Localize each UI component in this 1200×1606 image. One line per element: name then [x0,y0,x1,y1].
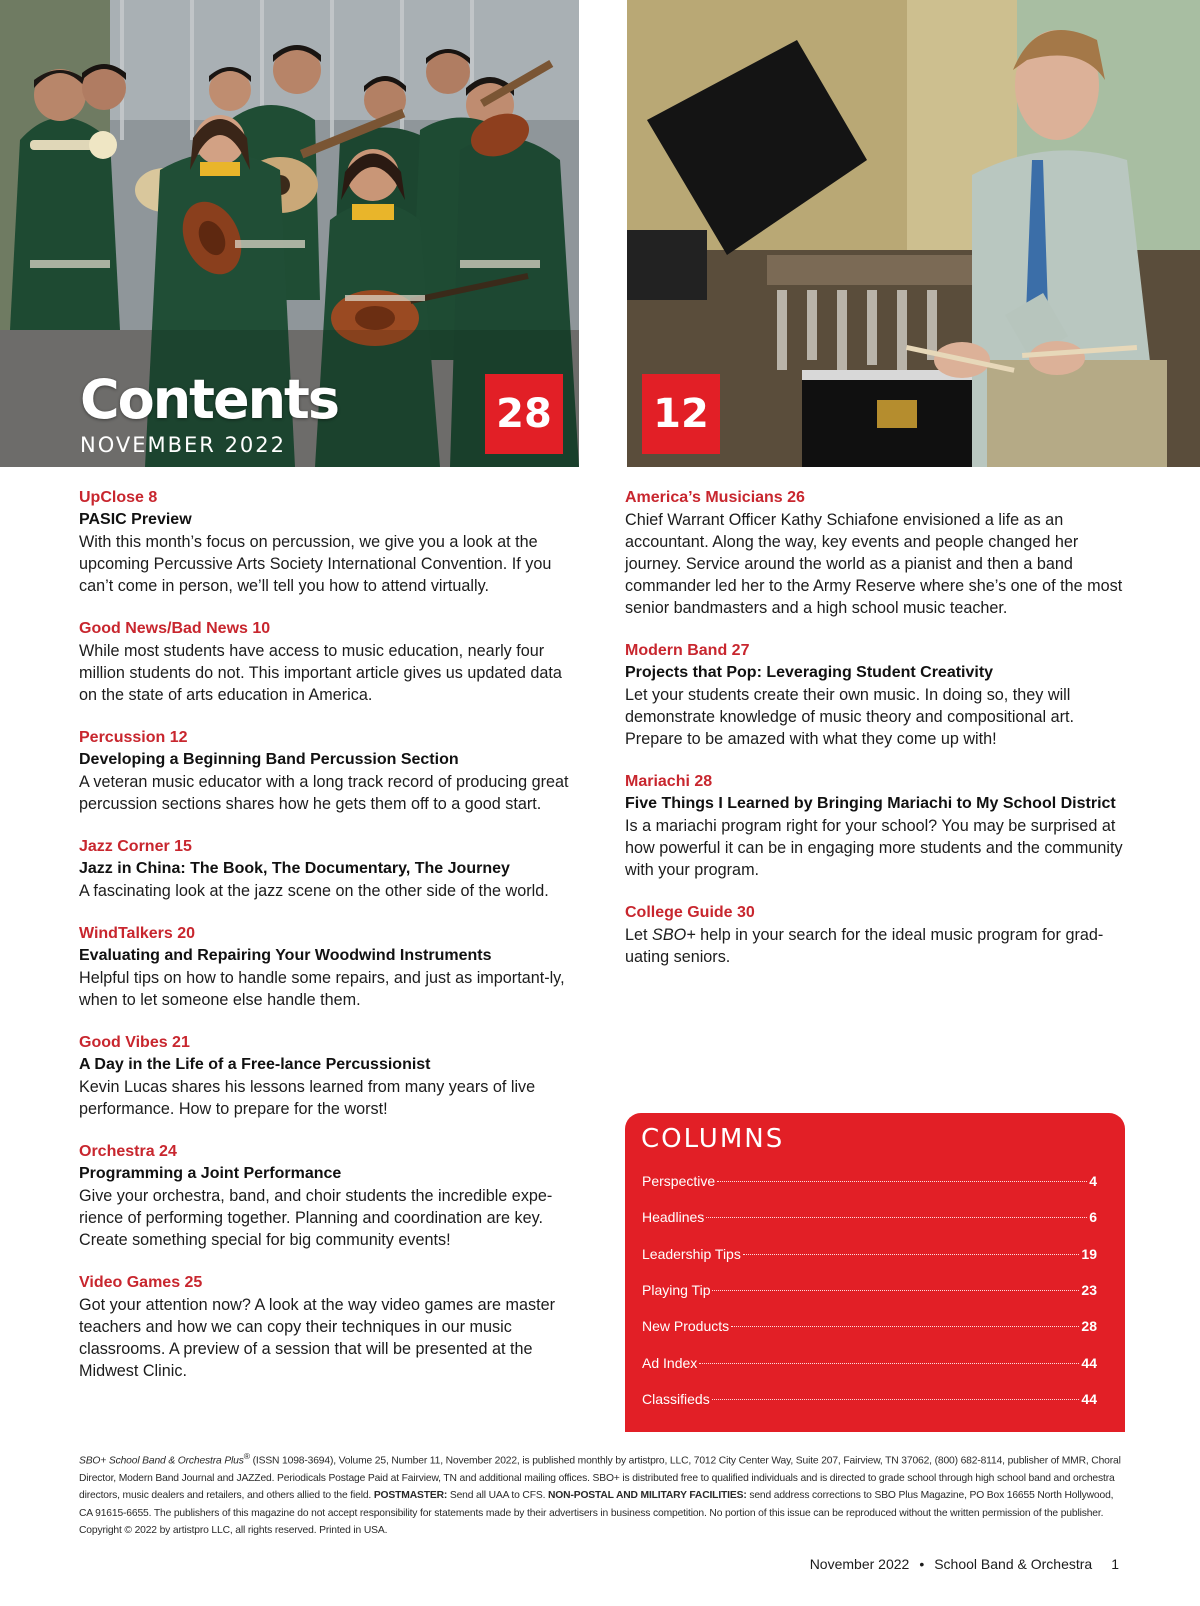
toc-entry[interactable] [79,836,579,902]
dot-leader [706,1217,1087,1218]
column-item-page: 23 [1081,1281,1097,1298]
column-item-label: Classifieds [642,1390,710,1407]
issue-date: NOVEMBER 2022 [80,433,287,457]
page-footer [805,1556,1124,1572]
column-item-label: Perspective [642,1173,716,1189]
toc-entry-heading: America’s Musicians 26 [625,489,805,506]
toc-entry-description: Got your attention now? A look at the way video games are master teachers and how we can copy their techniques in our music classrooms. A preview of a session that will be presented at the Midwest Clinic. [79,1296,555,1380]
toc-entry-description: A veteran music educator with a long track record of producing great percussion sections shares how he gets them off to a good start. [79,773,569,813]
columns-panel [625,1113,1125,1432]
toc-entry-heading: Good Vibes 21 [79,1034,190,1051]
footer-bullet: • [919,1556,925,1572]
column-item-page: 28 [1081,1318,1097,1335]
toc-entry-heading: College Guide 30 [625,904,755,921]
column-item-page: 19 [1081,1245,1097,1262]
dot-leader [743,1254,1080,1255]
dot-leader [699,1363,1079,1364]
publication-imprint [79,1448,1124,1540]
toc-entry-title: Evaluating and Repairing Your Woodwind Instruments [79,947,492,964]
imprint-text-3: send address corrections to SBO Plus Magazine, PO Box 16655 North Hollywood, CA 91615-6655. The publishers of this magazine do not accept responsibility for statements made by their advertisers in business competition. No portion of this issue can be reproduced without the written permission of the publisher. Copyright © 2022 by artistpro LLC, all rights reserved. Printed in USA. [79,1490,1114,1537]
page-number-badge-left: 28 [485,374,563,454]
college-guide-brand: SBO+ [652,926,696,944]
college-guide-text-prefix: Let [625,926,653,944]
column-item[interactable] [642,1355,1097,1375]
dot-leader [712,1399,1080,1400]
toc-entry[interactable] [79,923,579,1011]
imprint-text-1: (ISSN 1098-3694), Volume 25, Number 11, November 2022, is published monthly by artistpro, LLC, 7012 City Center Way, Suite 207, Fairview, TN 37062, (800) 682-8114, publisher of MMR, Choral Director, Modern Band Journal and JAZZed. Periodicals Postage Paid at Fairview, TN and additional mailing offices. SBO+ is distributed free to qualified individuals and is directed to grade school through high school band and orchestra directors, music dealers and retailers, and others allied to the field. [79,1455,1121,1502]
column-item-page: 4 [1089,1173,1097,1189]
toc-entry-heading: WindTalkers 20 [79,925,196,942]
toc-entry-description: Chief Warrant Officer Kathy Schiafone envisioned a life as an accountant. Along the way, key events and people changed her journey. Service around the world as a pianist and then a band commander led her to the Army Reserve where she’s one of the most senior bandmasters and a high school music teacher. [625,511,1123,617]
toc-entry-heading: Mariachi 28 [625,773,713,790]
toc-entry[interactable] [79,1272,579,1382]
toc-entry-description: Kevin Lucas shares his lessons learned from many years of live performance. How to prepare for the worst! [79,1078,536,1118]
column-item[interactable] [642,1318,1097,1338]
contents-right-column [625,487,1130,989]
imprint-military-label: NON-POSTAL AND MILITARY FACILITIES: [548,1490,747,1502]
right-entry-list [625,487,1130,881]
toc-entry-heading: Jazz Corner 15 [79,838,192,855]
toc-entry-description: Helpful tips on how to handle some repairs, and just as important-ly, when to let someone else handle them. [79,969,565,1009]
toc-entry-title: Five Things I Learned by Bringing Mariachi to My School District [625,795,1116,812]
toc-entry-heading: Percussion 12 [79,729,188,746]
column-item-page: 44 [1081,1354,1097,1371]
toc-entry-title: Projects that Pop: Leveraging Student Creativity [625,664,994,681]
toc-entry-title: PASIC Preview [79,511,192,528]
toc-entry-description: A fascinating look at the jazz scene on the other side of the world. [79,882,549,900]
toc-entry-description: Let your students create their own music. In doing so, they will demonstrate knowledge of music theory and compositional art. Prepare to be amazed with what they come up with! [625,686,1074,748]
footer-page-number: 1 [1111,1556,1119,1572]
toc-entry-heading: UpClose 8 [79,489,158,506]
column-item-label: Playing Tip [642,1281,711,1298]
toc-entry[interactable] [79,1141,579,1251]
toc-entry-title: Programming a Joint Performance [79,1165,342,1182]
imprint-text-2: Send all UAA to CFS. [447,1490,549,1502]
toc-entry-description: With this month’s focus on percussion, we give you a look at the upcoming Percussive Arts Society International Convention. If you can’t come in person, we’ll tell you how to attend virtually. [79,533,552,595]
imprint-registered-mark: ® [243,1451,250,1461]
toc-entry-heading: Modern Band 27 [625,642,750,659]
footer-publication: School Band & Orchestra [934,1556,1093,1572]
toc-entry-heading: Video Games 25 [79,1274,203,1291]
imprint-publication-name: SBO+ School Band & Orchestra Plus [79,1455,244,1467]
toc-entry-title: Developing a Beginning Band Percussion Section [79,751,459,768]
college-guide-text-suffix: help in your search for the ideal music program for grad-uating seniors. [625,926,1104,966]
dot-leader [712,1290,1079,1291]
toc-entry-title: Jazz in China: The Book, The Documentary, The Journey [79,860,510,877]
imprint-postmaster-label: POSTMASTER: [373,1490,448,1502]
dot-leader [731,1326,1079,1327]
dot-leader [717,1181,1087,1182]
column-item-page: 44 [1081,1390,1097,1407]
column-item-label: New Products [642,1318,730,1335]
column-item-label: Ad Index [642,1354,698,1371]
toc-entry[interactable] [79,727,579,815]
page-title: Contents [80,368,339,431]
column-item[interactable] [642,1391,1097,1411]
toc-entry-description: Give your orchestra, band, and choir students the incredible expe-rience of performing together. Planning and coordination are key. Create something special for big community events! [79,1187,553,1249]
column-item[interactable] [642,1173,1097,1193]
toc-entry-heading: Good News/Bad News 10 [79,620,271,637]
toc-entry[interactable] [79,618,579,706]
toc-entry[interactable] [625,771,1130,881]
contents-left-column [79,487,579,1403]
toc-entry[interactable] [625,487,1130,619]
toc-entry-description: Is a mariachi program right for your school? You may be surprised at how powerful it can be in engaging more students and the community with your program. [625,817,1123,879]
toc-entry[interactable] [625,640,1130,750]
toc-entry-description [625,924,1130,968]
column-item-page: 6 [1089,1209,1097,1226]
toc-entry-college-guide[interactable] [625,902,1130,968]
toc-entry-title: A Day in the Life of a Free-lance Percussionist [79,1056,431,1073]
column-item-label: Headlines [642,1209,705,1226]
column-item[interactable] [642,1246,1097,1266]
column-item[interactable] [642,1282,1097,1302]
column-item-label: Leadership Tips [642,1245,741,1262]
page-number-badge-right: 12 [642,374,720,454]
footer-date: November 2022 [809,1556,910,1572]
toc-entry-description: While most students have access to music education, nearly four million students do not. This important article gives us updated data on the state of arts education in America. [79,642,562,704]
column-item[interactable] [642,1209,1097,1229]
toc-entry[interactable] [79,1032,579,1120]
toc-entry[interactable] [79,487,579,597]
columns-heading: COLUMNS [641,1124,785,1154]
toc-entry-heading: Orchestra 24 [79,1143,177,1160]
